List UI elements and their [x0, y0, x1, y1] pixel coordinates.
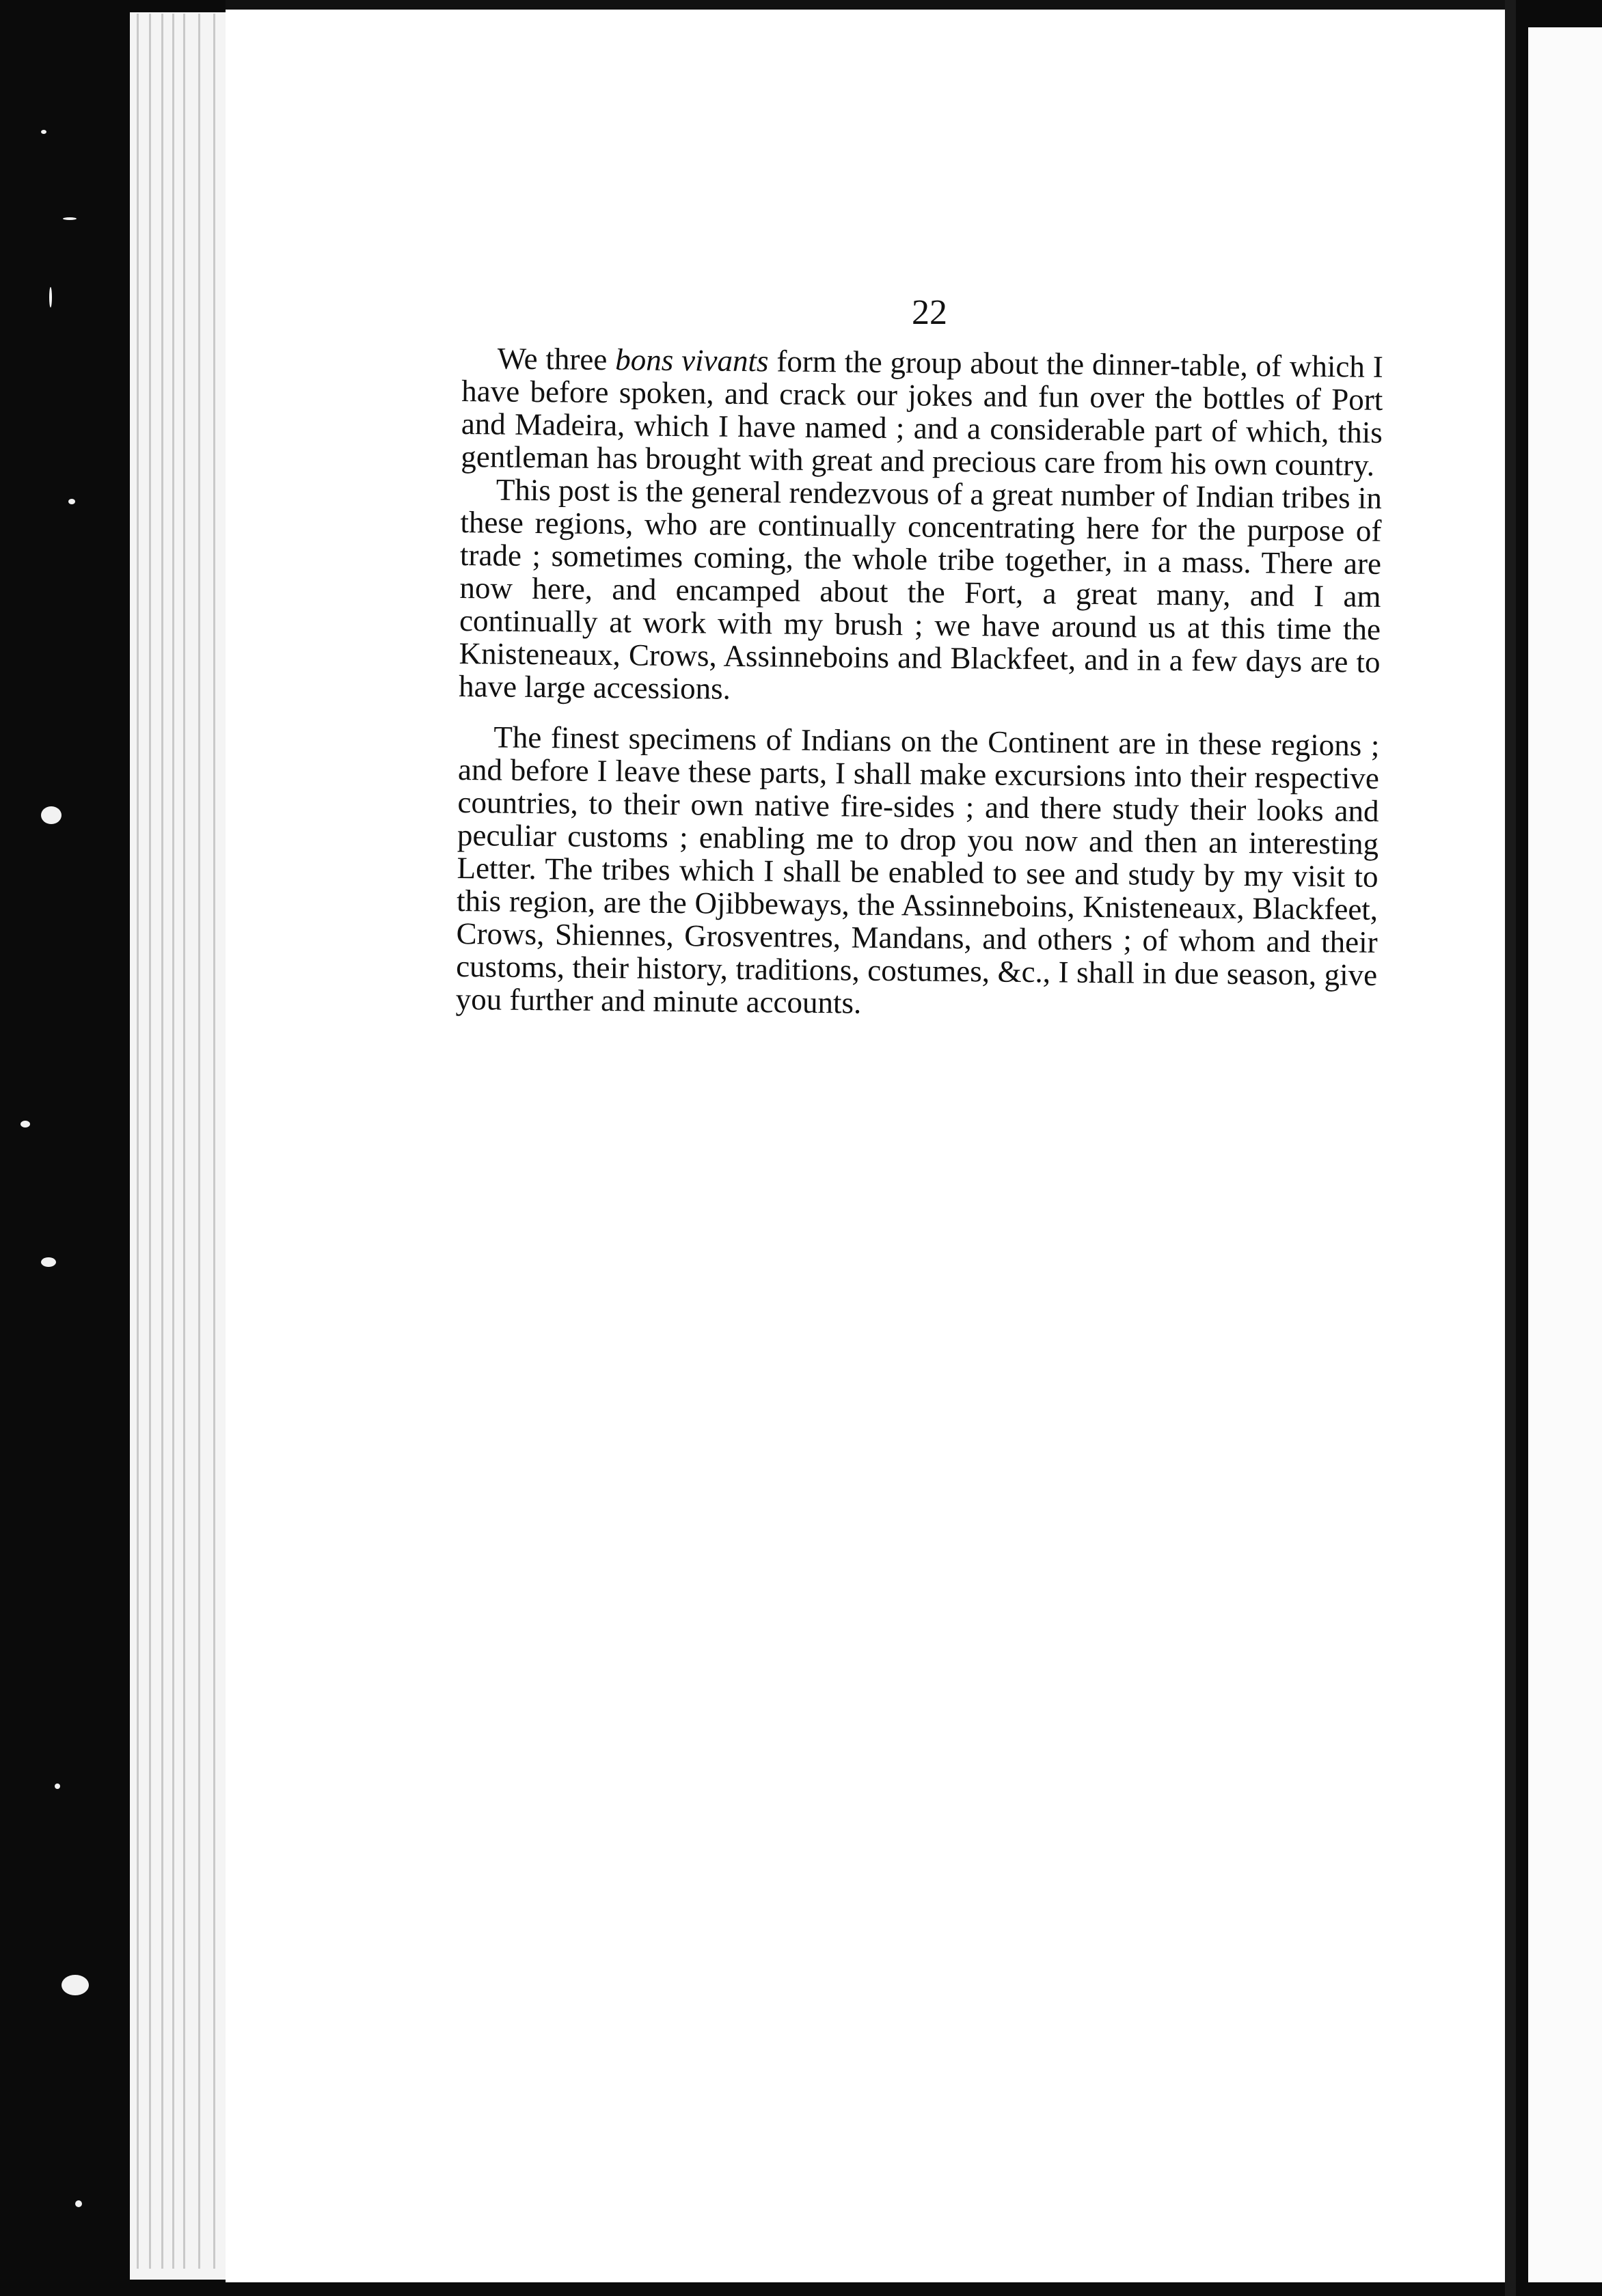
dust-speck — [21, 1121, 30, 1128]
paragraph-1-italic-phrase: bons vivants — [615, 342, 769, 379]
page-edges — [130, 12, 232, 2280]
paragraph-2: This post is the general rendezvous of a great number of Indian tribes in these regions, who are continually concentrating here for the purpose of trade ; sometimes coming, the whole tribe together, in a mass. There are now here, and encamped about the Fort, a great many, and I am continually at work with my brush ; we have around us at this time the Knisteneaux, Crows, Assinneboins and Blackfeet, and in a few days are to have large accessions. — [458, 472, 1383, 706]
page-edge-line — [149, 14, 151, 2269]
page-number: 22 — [912, 293, 947, 332]
paragraph-1-rest: form the group about the dinner-table, of which I have before spoken, and crack our jokes and fun over the bottles of Port and Madeira, which I have named ; and a considerable part of which, this gentleman has brought with great and precious care from his own country. — [461, 344, 1383, 482]
facing-page-edge — [1528, 27, 1602, 2282]
page-edge-line — [137, 14, 139, 2269]
paragraph-1 — [461, 342, 1383, 482]
page-edge-line — [161, 14, 163, 2269]
dust-speck — [41, 1257, 56, 1267]
dust-speck — [68, 499, 75, 504]
dust-speck — [41, 130, 46, 134]
dust-speck — [62, 1975, 89, 1995]
page-edge-line — [172, 14, 174, 2269]
dust-speck — [41, 806, 62, 824]
page-edge-line — [183, 14, 185, 2269]
dust-speck — [75, 2200, 82, 2207]
paragraph-1-lead: We three — [497, 341, 616, 377]
paragraph-3: The finest specimens of Indians on the Continent are in these regions ; and before I leave these parts, I shall make excursions into their respective countries, to their own native fire-sides ; and there study their looks and peculiar customs ; enabling me to drop you now and then an interesting Letter. The tribes which I shall be enabled to see and study by my visit to this region, are the Ojibbeways, the Assinneboins, Knisteneaux, Blackfeet, Crows, Shiennes, Grosventres, Mandans, and others ; of whom and their customs, their history, traditions, costumes, &c., I shall in due season, give you further and minute accounts. — [455, 720, 1380, 1020]
page-edge-line — [213, 14, 215, 2269]
dust-speck — [55, 1784, 60, 1789]
page-body-text — [456, 342, 1383, 1024]
dust-speck — [49, 287, 52, 308]
dust-speck — [63, 217, 77, 220]
page-edge-line — [198, 14, 200, 2269]
